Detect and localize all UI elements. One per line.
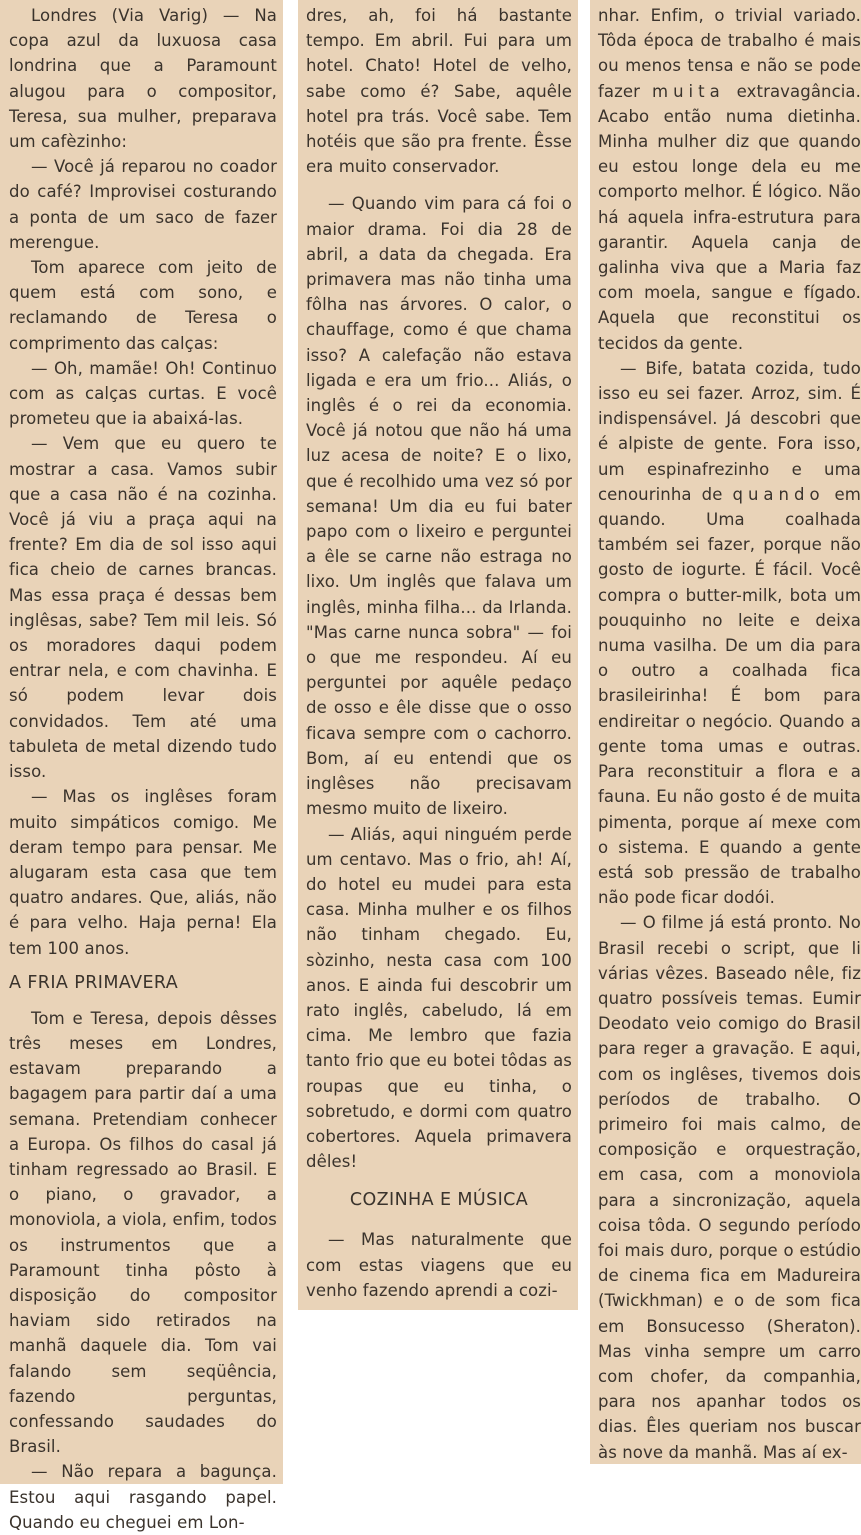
paragraph — [598, 356, 861, 910]
paragraph: — Mas naturalmente que com estas viagens que eu venho fazendo aprendi a cozi- — [306, 1230, 572, 1300]
paragraph: Tom e Teresa, depois dêsses três meses em Londres, estavam preparando a bagagem para partir daí a uma semana. Pretendiam conhecer a Europa. Os filhos do casal já tinham regressado ao Brasil. E o piano, o gravador, a monoviola, a viola, enfim, todos os instrumentos que a Paramount tinha pôsto à disposição do compositor haviam sido retirados na manhã daquele dia. Tom vai falando sem seqüência, fazendo perguntas, confessando saudades do Brasil. — [9, 1008, 277, 1457]
paragraph: — Não repara a bagunça. Estou aqui rasgando papel. Quando eu cheguei em Lon- — [9, 1462, 277, 1532]
paragraph: — Aliás, aqui ninguém perde um centavo. Mas o frio, ah! Aí, do hotel eu mudei para esta casa. Minha mulher e os filhos não tinham chegado. Eu, sòzinho, nesta casa com 100 anos. E ainda fui descobrir um rato inglês, cabeludo, lá em cima. Me lembro que fazia tanto frio que eu botei tôdas as roupas que eu tinha, o sobretudo, e dormi com quatro cobertores. Aquela primavera dêles! — [306, 824, 572, 1172]
paragraph: — Oh, mamãe! Oh! Continuo com as calças curtas. E você prometeu que ia abaixá-las. — [9, 358, 277, 429]
column-1 — [0, 0, 283, 1532]
paragraph: — Vem que eu quero te mostrar a casa. Vamos subir que a casa não é na cozinha. Você já viu a praça aqui na frente? Em dia de sol isso aqui fica cheio de carnes brancas. Mas essa praça é dessas bem inglêsas, sabe? Tem mil leis. Só os moradores daqui podem entrar nela, e com chavinha. E só podem levar dois convidados. Tem até uma tabuleta de metal dizendo tudo isso. — [9, 434, 277, 782]
spaced-emphasis: muita — [652, 81, 725, 101]
paragraph: Londres (Via Varig) — Na copa azul da luxuosa casa londrina que a Paramount alugou para o compositor, Teresa, sua mulher, preparava um cafèzinho: — [9, 6, 277, 152]
section-heading: A FRIA PRIMAVERA — [9, 972, 179, 993]
paragraph: Tom aparece com jeito de quem está com sono, e reclamando de Teresa o comprimento das calças: — [9, 258, 277, 353]
paragraph: — Você já reparou no coador do café? Improvisei costurando a ponta de um saco de fazer merengue. — [9, 157, 277, 252]
column-3 — [590, 0, 861, 1464]
paragraph: — O filme já está pronto. No Brasil recebi o script, que li várias vêzes. Baseado nêle, fiz quatro possíveis temas. Eumir Deodato veio comigo do Brasil para reger a gravação. E aqui, com os inglêses, tivemos dois períodos de trabalho. O primeiro foi mais calmo, de composição e orquestração, em casa, com a monoviola para a sincronização, aquela coisa tôda. O segundo período foi mais duro, porque o estúdio de cinema fica em Madureira (Twickhman) e o de som fica em Bonsucesso (Sheraton). Mas vinha sempre um carro com chofer, da companhia, para nos apanhar todos os dias. Êles queriam nos buscar às nove da manhã. Mas aí ex- — [598, 913, 861, 1462]
text-run: em quando. Uma coalhada também sei fazer, porque não gosto de iogurte. É fácil. Você compra o butter-milk, bota um pouquinho no leite e deixa numa vasilha. De um dia para o outro a coalhada fica brasileirinha! É bom para endireitar o negócio. Quando a gente toma umas e outras. Para reconstituir a flora e a fauna. Eu não gosto é de muita pimenta, porque aí mexe com o sistema. E quando a gente está sob pressão de trabalho não pode ficar dodói. — [598, 484, 861, 908]
text-run: extravagância. Acabo então numa dietinha. Minha mulher diz que quando eu estou longe dela eu me comporto melhor. É lógico. Não há aquela infra-estrutura para garantir. Aquela canja de galinha viva que a Maria faz com moela, sangue e fígado. Aquela que reconstitui os tecidos da gente. — [598, 81, 861, 353]
paragraph: — Mas os inglêses foram muito simpáticos comigo. Me deram tempo para pensar. Me alugaram esta casa que tem quatro andares. Que, aliás, não é para velho. Haja perna! Ela tem 100 anos. — [9, 787, 277, 958]
text-run: nhar. Enfim, o trivial variado. Tôda época de trabalho é mais ou menos tensa e não se pode fazer — [598, 6, 861, 101]
paragraph — [598, 3, 861, 356]
spaced-emphasis: quando — [732, 484, 825, 504]
paragraph: dres, ah, foi há bastante tempo. Em abril. Fui para um hotel. Chato! Hotel de velho, sabe como é? Sabe, aquêle hotel pra trás. Você sabe. Tem hotéis que são pra frente. Êsse era muito conservador. — [306, 6, 572, 177]
column-2 — [298, 0, 578, 1310]
text-run: — Bife, batata cozida, tudo isso eu sei fazer. Arroz, sim. É indispensável. Já descobri que é alpiste de gente. Fora isso, um espinafrezinho e uma cenourinha de — [598, 358, 861, 504]
paragraph: — Quando vim para cá foi o maior drama. Foi dia 28 de abril, a data da chegada. Era primavera mas não tinha uma fôlha nas árvores. O calor, o chauffage, como é que chama isso? A calefação não estava ligada e era um frio... Aliás, o inglês é o rei da economia. Você já notou que não há uma luz acesa de noite? E o lixo, que é recolhido uma vez só por semana! Um dia eu fui bater papo com o lixeiro e perguntei a êle se carne não estraga no lixo. Um inglês que falava um inglês, minha filha... da Irlanda. "Mas carne nunca sobra" — foi o que me respondeu. Aí eu perguntei por aquêle pedaço de osso e êle disse que o osso ficava sempre com o cachorro. Bom, aí eu entendi que os inglêses não precisavam mesmo muito de lixeiro. — [306, 194, 572, 819]
section-heading: COZINHA E MÚSICA — [349, 1190, 529, 1211]
